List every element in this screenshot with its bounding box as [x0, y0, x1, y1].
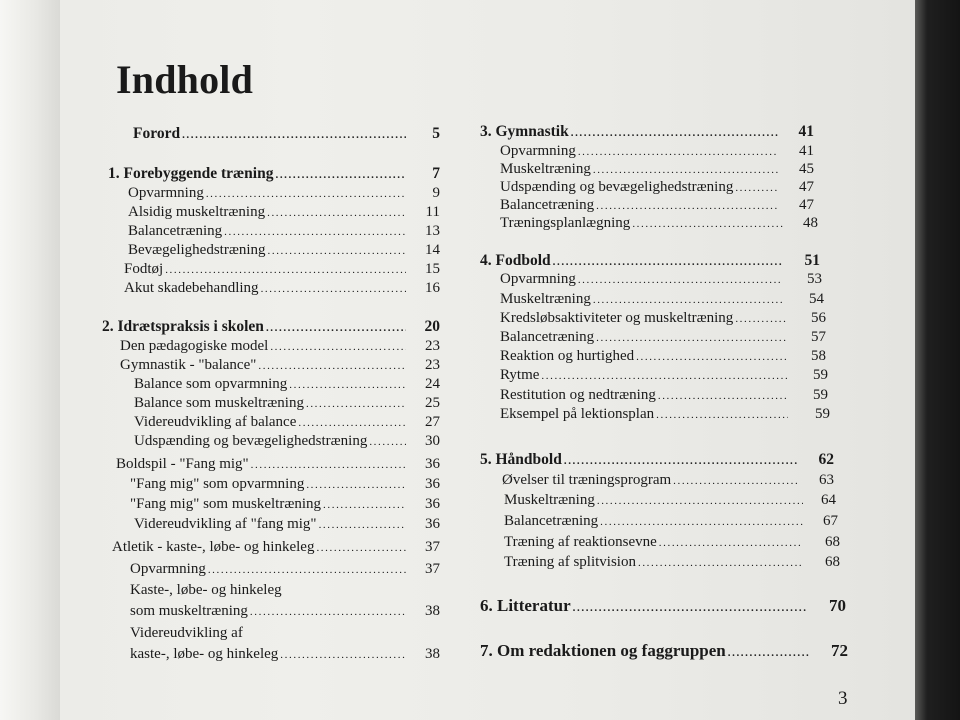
- toc-entry-title: Opvarmning: [500, 271, 576, 287]
- dot-leader: [735, 314, 788, 325]
- toc-entry-page: 23: [425, 338, 440, 354]
- dot-leader: [632, 219, 783, 230]
- toc-entry: [500, 178, 814, 196]
- toc-entry: [500, 309, 826, 327]
- dot-leader: [270, 342, 406, 353]
- toc-chapter-entry: [480, 642, 848, 660]
- toc-entry: [504, 512, 838, 530]
- toc-entry-page: 68: [825, 534, 840, 550]
- toc-entry: [500, 270, 822, 288]
- toc-entry-page: 57: [811, 329, 826, 345]
- toc-entry: [120, 337, 440, 355]
- toc-entry-title: Balancetræning: [504, 513, 599, 529]
- dot-leader: [268, 246, 407, 257]
- toc-entry: [500, 405, 830, 423]
- toc-entry: [134, 515, 440, 533]
- toc-chapter-entry: [480, 252, 820, 270]
- dot-leader: [261, 284, 406, 295]
- dot-leader: [553, 257, 783, 268]
- toc-entry-page: 72: [831, 641, 848, 660]
- toc-entry: [500, 142, 814, 160]
- toc-entry: [504, 553, 840, 571]
- toc-entry-title: kaste-, løbe- og hinkeleg: [130, 646, 279, 662]
- dot-leader: [306, 480, 406, 491]
- page-title: Indhold: [116, 57, 254, 102]
- toc-entry-page: 11: [425, 204, 440, 220]
- dot-leader: [593, 165, 778, 176]
- toc-entry-title: Muskeltræning: [500, 291, 591, 307]
- toc-entry-title: Den pædagogiske model: [120, 338, 269, 354]
- toc-entry-page: 27: [425, 414, 440, 430]
- toc-entry-title: Restitution og nedtræning: [500, 387, 656, 403]
- toc-chapter-entry: [480, 123, 814, 141]
- page-spine-shading: [0, 0, 60, 720]
- toc-entry: [500, 160, 814, 178]
- toc-entry-title: 5. Håndbold: [480, 451, 562, 468]
- toc-entry-title: Bevægelighedstræning: [128, 242, 266, 258]
- toc-entry-title: Rytme: [500, 367, 540, 383]
- toc-entry-title: Alsidig muskeltræning: [128, 204, 266, 220]
- dot-leader: [735, 183, 778, 194]
- toc-entry-page: 41: [798, 123, 814, 140]
- dot-leader: [564, 456, 798, 467]
- toc-entry-title: som muskeltræning: [130, 603, 248, 619]
- toc-entry-title: Træningsplanlægning: [500, 215, 631, 231]
- toc-entry-title: Videreudvikling af "fang mig": [134, 516, 317, 532]
- toc-entry: [500, 347, 826, 365]
- dot-leader: [323, 500, 406, 511]
- toc-entry-page: 56: [811, 310, 826, 326]
- toc-entry: [124, 260, 440, 278]
- dot-leader: [250, 607, 406, 618]
- toc-entry-page: 14: [425, 242, 440, 258]
- toc-entry-title: Reaktion og hurtighed: [500, 348, 635, 364]
- toc-entry-page: 38: [425, 603, 440, 619]
- toc-entry: [128, 184, 440, 202]
- dot-leader: [638, 558, 803, 569]
- toc-entry-page: 37: [425, 561, 440, 577]
- dot-leader: [266, 323, 406, 334]
- toc-entry-title: Atletik - kaste-, løbe- og hinkeleg: [112, 539, 315, 555]
- toc-entry-title: 7. Om redaktionen og faggruppen: [480, 641, 726, 660]
- toc-entry-page: 36: [425, 456, 440, 472]
- toc-chapter-entry: [108, 165, 440, 183]
- toc-entry-title: Muskeltræning: [504, 492, 595, 508]
- dot-leader: [267, 208, 406, 219]
- toc-entry-page: 36: [425, 496, 440, 512]
- toc-entry: [124, 279, 440, 297]
- toc-entry: [134, 375, 440, 393]
- toc-entry-title: Udspænding og bevægelighedstræning: [500, 179, 734, 195]
- toc-entry-page: 54: [809, 291, 824, 307]
- toc-entry: [130, 495, 440, 513]
- toc-entry-page: 62: [818, 451, 834, 468]
- toc-entry-page: 13: [425, 223, 440, 239]
- dot-leader: [578, 147, 778, 158]
- dot-leader: [728, 648, 810, 659]
- toc-entry-title: Videreudvikling af balance: [134, 414, 297, 430]
- toc-entry-title: Boldspil - "Fang mig": [116, 456, 249, 472]
- toc-entry-title: Balance som muskeltræning: [134, 395, 304, 411]
- toc-entry-title: 6. Litteratur: [480, 596, 571, 615]
- toc-entry-title: Fodtøj: [124, 261, 164, 277]
- toc-entry-title: "Fang mig" som opvarmning: [130, 476, 305, 492]
- toc-entry-title: Kredsløbsaktiviteter og muskeltræning: [500, 310, 734, 326]
- toc-entry-page: 51: [804, 252, 820, 269]
- dot-leader: [578, 275, 783, 286]
- toc-entry-page: 9: [432, 185, 440, 201]
- toc-entry-page: 36: [425, 476, 440, 492]
- toc-entry-page: 38: [425, 646, 440, 662]
- toc-entry: [116, 455, 440, 473]
- dot-leader: [258, 361, 406, 372]
- dot-leader: [596, 333, 788, 344]
- dot-leader: [596, 201, 778, 212]
- toc-entry-page: 47: [799, 179, 814, 195]
- toc-entry-page: 25: [425, 395, 440, 411]
- page-number: 3: [838, 688, 848, 709]
- dot-leader: [208, 565, 406, 576]
- toc-entry-page: 30: [425, 433, 440, 449]
- toc-entry-title: 1. Forebyggende træning: [108, 165, 274, 182]
- toc-entry-title: Udspænding og bevægelighedstræning: [134, 433, 368, 449]
- toc-chapter-entry: [480, 451, 834, 469]
- toc-entry: [128, 222, 440, 240]
- toc-entry-page: 15: [425, 261, 440, 277]
- toc-entry: [130, 475, 440, 493]
- toc-entry-page: 5: [432, 125, 440, 142]
- toc-entry: [500, 196, 814, 214]
- dot-leader: [165, 265, 406, 276]
- dot-leader: [224, 227, 406, 238]
- dot-leader: [275, 170, 406, 181]
- toc-entry: [504, 491, 836, 509]
- dot-leader: [636, 352, 788, 363]
- toc-entry: [130, 581, 440, 599]
- dot-leader: [593, 295, 783, 306]
- toc-entry: [128, 203, 440, 221]
- dot-leader: [182, 130, 406, 141]
- toc-chapter-entry: [102, 318, 440, 336]
- toc-entry: [500, 386, 828, 404]
- toc-entry: [500, 290, 824, 308]
- toc-entry-title: Gymnastik - "balance": [120, 357, 257, 373]
- dot-leader: [316, 543, 406, 554]
- toc-entry-title: Forord: [133, 125, 181, 142]
- toc-entry-title: Eksempel på lektionsplan: [500, 406, 655, 422]
- toc-entry: [500, 366, 828, 384]
- toc-entry-page: 63: [819, 472, 834, 488]
- toc-entry-page: 47: [799, 197, 814, 213]
- toc-entry-title: Videreudvikling af: [130, 625, 243, 641]
- toc-entry-page: 16: [425, 280, 440, 296]
- toc-entry-page: 23: [425, 357, 440, 373]
- toc-entry-page: 48: [803, 215, 818, 231]
- toc-entry-title: Balancetræning: [128, 223, 223, 239]
- toc-entry-title: Opvarmning: [130, 561, 206, 577]
- toc-entry: [130, 624, 440, 642]
- toc-entry: [120, 356, 440, 374]
- toc-entry: [500, 328, 826, 346]
- toc-entry-title: Opvarmning: [128, 185, 204, 201]
- toc-entry-title: Balancetræning: [500, 329, 595, 345]
- dot-leader: [206, 189, 406, 200]
- toc-entry: [130, 645, 440, 663]
- background-edge: [915, 0, 960, 720]
- dot-leader: [289, 380, 406, 391]
- toc-entry-page: 53: [807, 271, 822, 287]
- toc-chapter-entry: [480, 597, 846, 615]
- dot-leader: [658, 391, 788, 402]
- toc-entry-title: Øvelser til træningsprogram: [502, 472, 672, 488]
- toc-entry-page: 36: [425, 516, 440, 532]
- dot-leader: [541, 371, 788, 382]
- toc-entry-title: 4. Fodbold: [480, 252, 551, 269]
- toc-entry-page: 68: [825, 554, 840, 570]
- toc-entry-page: 41: [799, 143, 814, 159]
- toc-entry-title: Balance som opvarmning: [134, 376, 288, 392]
- toc-entry-page: 59: [815, 406, 830, 422]
- dot-leader: [280, 650, 406, 661]
- dot-leader: [600, 517, 803, 528]
- toc-entry: [134, 413, 440, 431]
- toc-entry-page: 59: [813, 367, 828, 383]
- toc-entry-title: 2. Idrætspraksis i skolen: [102, 318, 264, 335]
- toc-entry: [130, 602, 440, 620]
- toc-entry-title: Træning af splitvision: [504, 554, 636, 570]
- toc-entry-page: 24: [425, 376, 440, 392]
- dot-leader: [319, 520, 406, 531]
- toc-entry: [128, 241, 440, 259]
- dot-leader: [673, 476, 798, 487]
- dot-leader: [571, 128, 778, 139]
- toc-entry-page: 58: [811, 348, 826, 364]
- toc-entry-title: Akut skadebehandling: [124, 280, 259, 296]
- toc-entry: [502, 471, 834, 489]
- toc-entry: [130, 560, 440, 578]
- dot-leader: [306, 399, 406, 410]
- toc-entry-title: Muskeltræning: [500, 161, 591, 177]
- toc-entry: [134, 394, 440, 412]
- toc-entry-title: Opvarmning: [500, 143, 576, 159]
- dot-leader: [369, 437, 406, 448]
- toc-entry-page: 7: [432, 165, 440, 182]
- dot-leader: [251, 460, 406, 471]
- toc-entry: [134, 432, 440, 450]
- dot-leader: [573, 603, 808, 614]
- dot-leader: [597, 496, 803, 507]
- toc-entry-page: 37: [425, 539, 440, 555]
- dot-leader: [656, 410, 788, 421]
- toc-entry: [504, 533, 840, 551]
- toc-entry-title: "Fang mig" som muskeltræning: [130, 496, 322, 512]
- toc-entry: [112, 538, 440, 556]
- toc-entry-page: 20: [424, 318, 440, 335]
- toc-entry-page: 67: [823, 513, 838, 529]
- toc-entry-title: 3. Gymnastik: [480, 123, 569, 140]
- toc-entry-page: 70: [829, 596, 846, 615]
- toc-entry: [500, 214, 818, 232]
- dot-leader: [659, 538, 803, 549]
- toc-entry-title: Kaste-, løbe- og hinkeleg: [130, 582, 282, 598]
- dot-leader: [298, 418, 406, 429]
- toc-entry-title: Balancetræning: [500, 197, 595, 213]
- toc-entry-title: Træning af reaktionsevne: [504, 534, 657, 550]
- toc-entry-page: 59: [813, 387, 828, 403]
- toc-chapter-entry: [133, 125, 440, 143]
- toc-entry-page: 45: [799, 161, 814, 177]
- toc-entry-page: 64: [821, 492, 836, 508]
